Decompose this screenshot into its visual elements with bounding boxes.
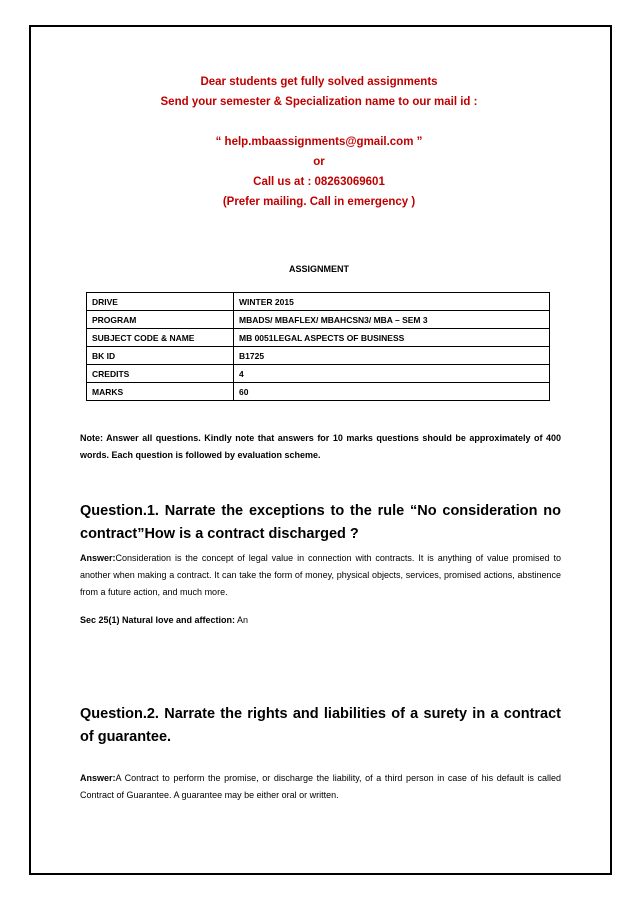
info-key: CREDITS — [87, 365, 234, 383]
note-paragraph: Note: Answer all questions. Kindly note that answers for 10 marks questions should be approximately of 400 words. Each question is followed by evaluation scheme. — [80, 433, 561, 460]
assignment-info-table — [86, 292, 550, 401]
header-call: Call us at : 08263069601 — [253, 176, 385, 188]
question-2-answer — [80, 770, 561, 804]
table-row — [87, 293, 550, 311]
info-value: 4 — [234, 365, 550, 383]
info-value: WINTER 2015 — [234, 293, 550, 311]
info-key: MARKS — [87, 383, 234, 401]
table-row — [87, 311, 550, 329]
info-value: MBADS/ MBAFLEX/ MBAHCSN3/ MBA – SEM 3 — [234, 311, 550, 329]
info-key: SUBJECT CODE & NAME — [87, 329, 234, 347]
info-key: BK ID — [87, 347, 234, 365]
info-key: PROGRAM — [87, 311, 234, 329]
question-1-section — [80, 612, 561, 629]
question-2-title: Question.2. Narrate the rights and liabilities of a surety in a contract of guarantee. — [80, 706, 561, 745]
question-1-title: Question.1. Narrate the exceptions to the rule “No consideration no contract”How is a contract discharged ? — [80, 503, 561, 542]
info-value: B1725 — [234, 347, 550, 365]
question-1-answer — [80, 550, 561, 601]
header-email[interactable]: “ help.mbaassignments@gmail.com ” — [215, 136, 423, 148]
table-row — [87, 383, 550, 401]
header-line-2: Send your semester & Specialization name to our mail id : — [160, 96, 478, 108]
answer-text: Consideration is the concept of legal value in connection with contracts. It is anything of value promised to another when making a contract. It can take the form of money, physical objects, services, promised actions, abstinence from a future action, and much more. — [80, 553, 561, 597]
assignment-title: ASSIGNMENT — [288, 264, 349, 274]
header-line-1: Dear students get fully solved assignments — [200, 76, 438, 88]
table-row — [87, 329, 550, 347]
info-value: 60 — [234, 383, 550, 401]
answer-label: Answer: — [80, 773, 116, 783]
header-prefer: (Prefer mailing. Call in emergency ) — [222, 196, 416, 208]
info-key: DRIVE — [87, 293, 234, 311]
answer-label: Answer: — [80, 553, 116, 563]
answer-text: A Contract to perform the promise, or discharge the liability, of a third person in case of his default is called Contract of Guarantee. A guarantee may be either oral or written. — [80, 773, 561, 800]
section-text: An — [235, 615, 249, 625]
info-value: MB 0051LEGAL ASPECTS OF BUSINESS — [234, 329, 550, 347]
table-row — [87, 347, 550, 365]
header-or: or — [313, 156, 325, 168]
table-row — [87, 365, 550, 383]
section-label: Sec 25(1) Natural love and affection: — [80, 615, 236, 625]
